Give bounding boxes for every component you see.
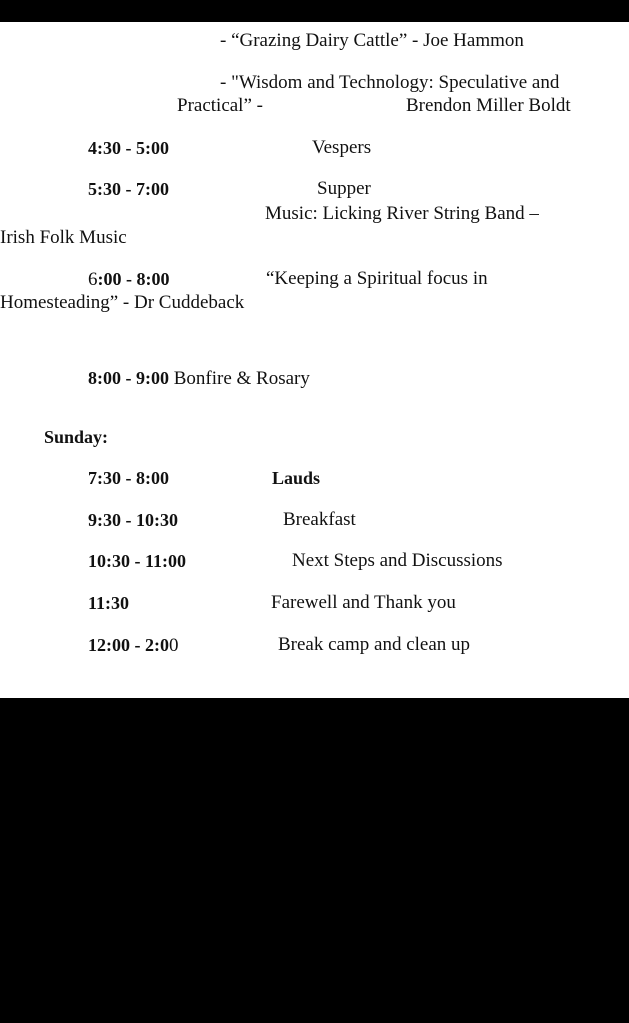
sunday-heading: Sunday:: [44, 427, 109, 447]
grazing-talk: - “Grazing Dairy Cattle” - Joe Hammon: [220, 30, 524, 51]
wisdom-talk-title-line1: - "Wisdom and Technology: Speculative and: [220, 72, 560, 93]
schedule-time: 4:30 - 5:00: [88, 138, 169, 158]
wisdom-talk-title-line2: Practical” -: [177, 95, 263, 116]
schedule-time: 8:00 - 9:00: [88, 368, 169, 388]
schedule-time-tail: 0: [168, 635, 179, 656]
schedule-time: 5:30 - 7:00: [88, 179, 169, 199]
schedule-event: Next Steps and Discussions: [292, 550, 503, 571]
schedule-time: [88, 634, 178, 657]
schedule-event: Breakfast: [283, 509, 356, 530]
schedule-time: 11:30: [88, 593, 130, 613]
schedule-event-detail: Irish Folk Music: [0, 227, 127, 248]
schedule-event-detail: Homesteading” - Dr Cuddeback: [0, 292, 245, 313]
schedule-time-bold: 12:00 - 2:0: [88, 635, 169, 655]
schedule-event: Vespers: [312, 137, 372, 158]
schedule-event: Bonfire & Rosary: [173, 368, 310, 389]
schedule-page: [0, 22, 629, 698]
schedule-time: 10:30 - 11:00: [88, 551, 186, 571]
schedule-time: [88, 268, 169, 291]
schedule-event: “Keeping a Spiritual focus in: [266, 268, 488, 289]
schedule-time: 7:30 - 8:00: [88, 468, 169, 488]
bottom-black-area: [0, 698, 629, 1023]
schedule-event: Lauds: [272, 468, 321, 488]
schedule-event: Break camp and clean up: [278, 634, 471, 655]
top-black-bar: [0, 0, 629, 22]
schedule-time-prefix: 6: [88, 269, 98, 290]
schedule-time-rest: :00 - 8:00: [97, 269, 170, 289]
wisdom-talk-speaker: Brendon Miller Boldt: [406, 95, 571, 116]
schedule-event: Supper: [317, 178, 371, 199]
schedule-event: Farewell and Thank you: [271, 592, 456, 613]
schedule-event-detail: Music: Licking River String Band –: [265, 203, 539, 224]
schedule-time: 9:30 - 10:30: [88, 510, 178, 530]
schedule-row: [88, 367, 310, 390]
